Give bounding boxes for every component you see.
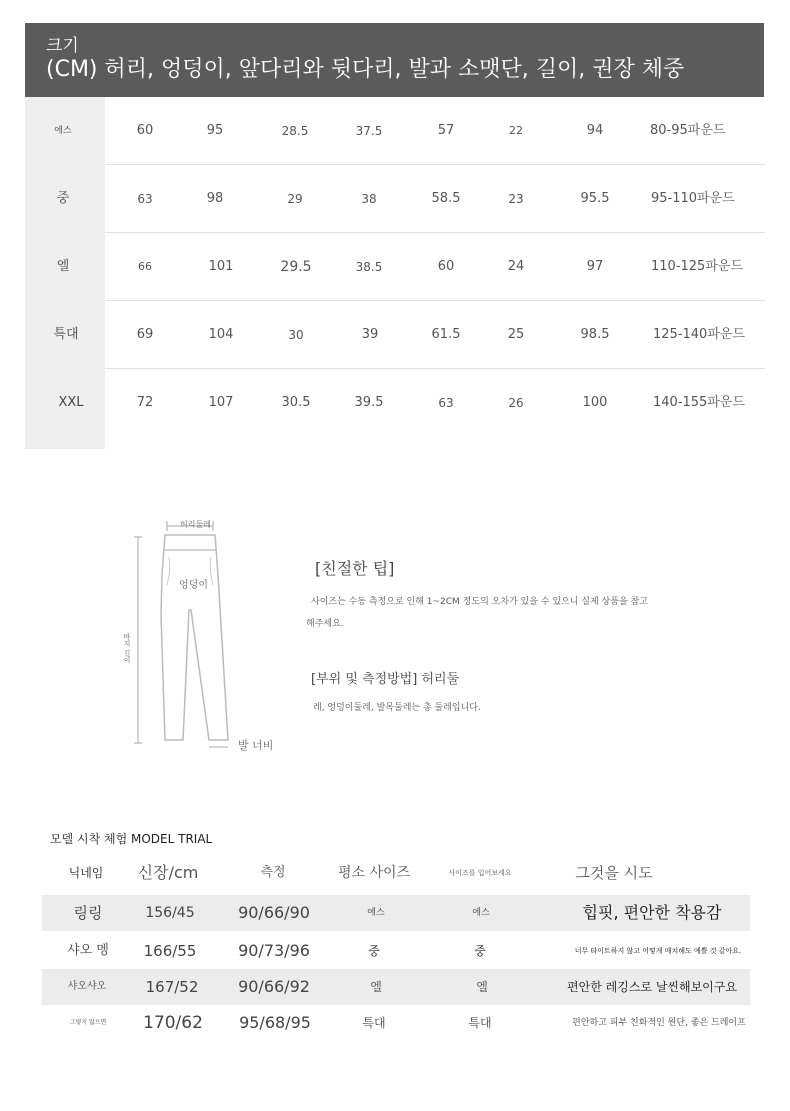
- hip-value: 95: [206, 123, 224, 138]
- nickname: 샤오 멩: [67, 943, 109, 958]
- waist-label: 허리둘레: [180, 520, 211, 529]
- waist-value: 66: [138, 260, 152, 273]
- foot-value: 57: [437, 123, 455, 138]
- nickname: 그렇지 않으면: [69, 1019, 107, 1026]
- usual-size: 특대: [362, 1016, 386, 1030]
- back-leg-value: 39.5: [354, 395, 384, 410]
- back-leg-value: 38: [361, 192, 377, 206]
- size-row: [25, 233, 765, 301]
- size-name: 중: [56, 191, 70, 206]
- weight-value: 80-95파운드: [650, 123, 726, 138]
- length-value: 98.5: [580, 327, 610, 342]
- weight-value: 110-125파운드: [651, 259, 743, 274]
- body-measure: 90/66/90: [238, 903, 310, 922]
- weight-value: 125-140파운드: [653, 327, 745, 342]
- waist-value: 63: [137, 192, 153, 206]
- nickname: 샤오샤오: [67, 981, 107, 992]
- nickname: 링링: [73, 904, 103, 922]
- foot-value: 58.5: [431, 191, 461, 206]
- hip-value: 107: [208, 395, 234, 410]
- length-value: 97: [586, 259, 604, 274]
- front-leg-value: 29: [287, 192, 303, 206]
- tips-title: [친절한 팁]: [315, 559, 395, 578]
- back-leg-value: 37.5: [355, 124, 383, 138]
- foot-value: 60: [437, 259, 455, 274]
- foot-value: 61.5: [431, 327, 461, 342]
- waist-value: 69: [136, 327, 154, 342]
- length-value: 94: [586, 123, 604, 138]
- back-leg-value: 38.5: [355, 260, 383, 274]
- cuff-value: 22: [509, 124, 523, 137]
- table-row: [42, 933, 750, 969]
- tried-size: 특대: [468, 1016, 492, 1030]
- size-name: XXL: [58, 395, 84, 410]
- header-tried-size: 사이즈를 입어보세요: [448, 869, 512, 877]
- header-nickname: 닉네임: [68, 866, 104, 880]
- body-measure: 90/66/92: [238, 977, 310, 996]
- size-row: [25, 369, 765, 437]
- weight-value: 95-110파운드: [651, 191, 735, 206]
- body-measure: 95/68/95: [239, 1013, 311, 1032]
- tried-size: 엘: [476, 980, 488, 994]
- usual-size: 중: [368, 944, 380, 958]
- header-columns: (CM) 허리, 엉덩이, 앞다리와 뒷다리, 발과 소맷단, 길이, 권장 체중: [46, 57, 685, 82]
- height-weight: 167/52: [145, 978, 199, 996]
- header-usual-size: 평소 사이즈: [337, 865, 411, 881]
- height-weight: 166/55: [143, 942, 197, 960]
- usual-size: 엘: [370, 980, 382, 994]
- foot-value: 63: [438, 396, 454, 410]
- feeling: 편안하고 피부 친화적인 원단, 좋은 드레이프: [572, 1018, 746, 1028]
- size-name: 엘: [56, 259, 70, 274]
- front-leg-value: 29.5: [280, 259, 312, 275]
- measurement-method-text: 레, 엉덩이둘레, 발목둘레는 총 둘레입니다.: [313, 703, 481, 713]
- size-name: 에스: [54, 126, 72, 136]
- hip-label: 엉덩이: [179, 580, 208, 591]
- table-row: [42, 895, 750, 931]
- length-value: 95.5: [580, 191, 610, 206]
- feeling: 너무 타이트하지 않고 어떻게 매치해도 예쁠 것 같아요.: [574, 947, 742, 955]
- front-leg-value: 30.5: [281, 395, 311, 410]
- length-value: 100: [582, 395, 608, 410]
- tried-size: 중: [474, 944, 486, 958]
- cuff-value: 23: [508, 192, 524, 206]
- height-weight: 156/45: [145, 905, 195, 921]
- header-measure: 측정: [260, 865, 286, 880]
- size-table-header: [25, 23, 764, 97]
- pants-outline-icon: [125, 515, 295, 755]
- cuff-value: 24: [507, 259, 525, 274]
- hip-value: 101: [208, 259, 234, 274]
- back-leg-value: 39: [361, 327, 379, 342]
- weight-value: 140-155파운드: [653, 395, 745, 410]
- hip-value: 98: [206, 191, 224, 206]
- feeling: 편안한 레깅스로 날씬해보이구요: [567, 980, 737, 994]
- pants-measurement-diagram: [125, 515, 295, 755]
- size-row: [25, 165, 765, 233]
- waist-value: 72: [136, 395, 154, 410]
- header-title: 크기: [46, 36, 79, 56]
- usual-size: 에스: [367, 908, 385, 918]
- table-row: [42, 969, 750, 1005]
- measurement-method-title: [부위 및 측정방법] 허리둘: [311, 672, 460, 687]
- height-weight: 170/62: [143, 1013, 203, 1033]
- feeling: 힙핏, 편안한 착용감: [582, 903, 722, 922]
- model-trial-title: 모델 시착 체험 MODEL TRIAL: [50, 832, 213, 846]
- front-leg-value: 28.5: [281, 124, 309, 138]
- header-feel: 그것을 시도: [575, 864, 653, 882]
- table-row: [42, 1005, 750, 1041]
- size-row: [25, 301, 765, 369]
- body-measure: 90/73/96: [238, 941, 310, 960]
- cuff-value: 26: [508, 396, 524, 410]
- header-height: 신장/cm: [137, 863, 199, 882]
- front-leg-value: 30: [288, 328, 304, 342]
- size-row: [25, 97, 765, 165]
- waist-value: 60: [136, 123, 154, 138]
- tips-text: 사이즈는 수동 측정으로 인해 1~2CM 정도의 오차가 있을 수 있으니 실제 상품을 참고: [311, 597, 648, 607]
- foot-width-label: 발 너비: [238, 739, 274, 752]
- tips-text-continued: 해주세요.: [306, 619, 344, 629]
- cuff-value: 25: [507, 327, 525, 342]
- size-name: 특대: [53, 327, 79, 342]
- tried-size: 에스: [472, 908, 490, 918]
- hip-value: 104: [208, 327, 234, 342]
- length-label: 바지 길이: [123, 633, 131, 664]
